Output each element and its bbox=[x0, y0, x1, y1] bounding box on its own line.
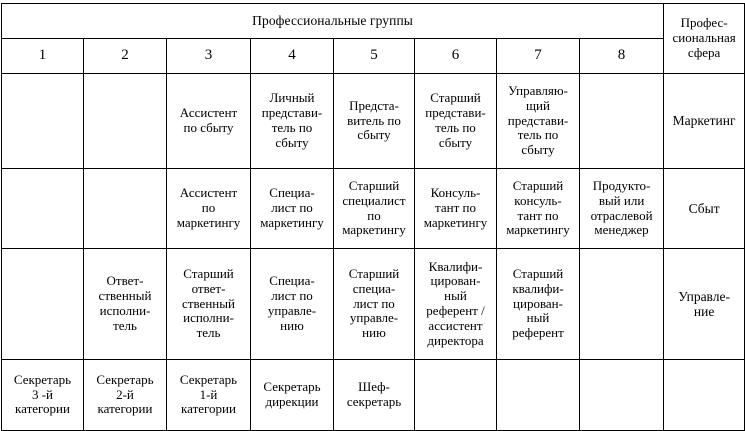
table-body bbox=[2, 74, 745, 431]
table-header bbox=[2, 4, 745, 74]
cell-r4-c5: Шеф- секретарь bbox=[334, 360, 415, 431]
professional-groups-table bbox=[1, 3, 745, 431]
cell-r1-c6: Старший представи- тель по сбыту bbox=[415, 74, 497, 169]
cell-r4-c2: Секретарь 2-й категории bbox=[84, 360, 167, 431]
cell-r3-c6: Квалифи- цирован- ный референт / ассистент директора bbox=[415, 249, 497, 360]
cell-r2-c7: Старший консуль- тант по маркетингу bbox=[497, 169, 580, 249]
header-professional-groups: Профессиональные группы bbox=[2, 4, 664, 39]
sphere-r2: Сбыт bbox=[664, 169, 745, 249]
cell-r1-c2 bbox=[84, 74, 167, 169]
cell-r3-c1 bbox=[2, 249, 84, 360]
cell-r2-c2 bbox=[84, 169, 167, 249]
cell-r1-c1 bbox=[2, 74, 84, 169]
column-number-3: 3 bbox=[167, 39, 251, 74]
table-row bbox=[2, 249, 745, 360]
table-row bbox=[2, 169, 745, 249]
cell-r1-c3: Ассистент по сбыту bbox=[167, 74, 251, 169]
cell-r4-c3: Секретарь 1-й категории bbox=[167, 360, 251, 431]
cell-r4-c1: Секретарь 3 -й категории bbox=[2, 360, 84, 431]
cell-r3-c3: Старший ответ- ственный исполни- тель bbox=[167, 249, 251, 360]
cell-r1-c7: Управляю- щий представи- тель по сбыту bbox=[497, 74, 580, 169]
column-number-2: 2 bbox=[84, 39, 167, 74]
sphere-r1: Маркетинг bbox=[664, 74, 745, 169]
column-number-6: 6 bbox=[415, 39, 497, 74]
cell-r1-c4: Личный представи- тель по сбыту bbox=[251, 74, 334, 169]
cell-r4-c6 bbox=[415, 360, 497, 431]
cell-r2-c3: Ассистент по маркетингу bbox=[167, 169, 251, 249]
table-row bbox=[2, 74, 745, 169]
cell-r2-c1 bbox=[2, 169, 84, 249]
cell-r4-c8 bbox=[580, 360, 664, 431]
cell-r4-c7 bbox=[497, 360, 580, 431]
column-number-8: 8 bbox=[580, 39, 664, 74]
cell-r2-c5: Старший специалист по маркетингу bbox=[334, 169, 415, 249]
header-row-numbers bbox=[2, 39, 745, 74]
column-number-1: 1 bbox=[2, 39, 84, 74]
header-row-title bbox=[2, 4, 745, 39]
column-number-7: 7 bbox=[497, 39, 580, 74]
table-row bbox=[2, 360, 745, 431]
cell-r3-c7: Старший квалифи- цирован- ный референт bbox=[497, 249, 580, 360]
cell-r4-c4: Секретарь дирекции bbox=[251, 360, 334, 431]
cell-r2-c6: Консуль- тант по маркетингу bbox=[415, 169, 497, 249]
header-professional-sphere: Профес- сиональная сфера bbox=[664, 4, 745, 74]
column-number-4: 4 bbox=[251, 39, 334, 74]
cell-r1-c8 bbox=[580, 74, 664, 169]
sphere-r4 bbox=[664, 360, 745, 431]
cell-r3-c2: Ответ- ственный исполни- тель bbox=[84, 249, 167, 360]
cell-r3-c8 bbox=[580, 249, 664, 360]
cell-r1-c5: Предста- витель по сбыту bbox=[334, 74, 415, 169]
cell-r2-c4: Специа- лист по маркетингу bbox=[251, 169, 334, 249]
column-number-5: 5 bbox=[334, 39, 415, 74]
cell-r3-c5: Старший специа- лист по управле- нию bbox=[334, 249, 415, 360]
cell-r3-c4: Специа- лист по управле- нию bbox=[251, 249, 334, 360]
sphere-r3: Управле- ние bbox=[664, 249, 745, 360]
cell-r2-c8: Продукто- вый или отраслевой менеджер bbox=[580, 169, 664, 249]
